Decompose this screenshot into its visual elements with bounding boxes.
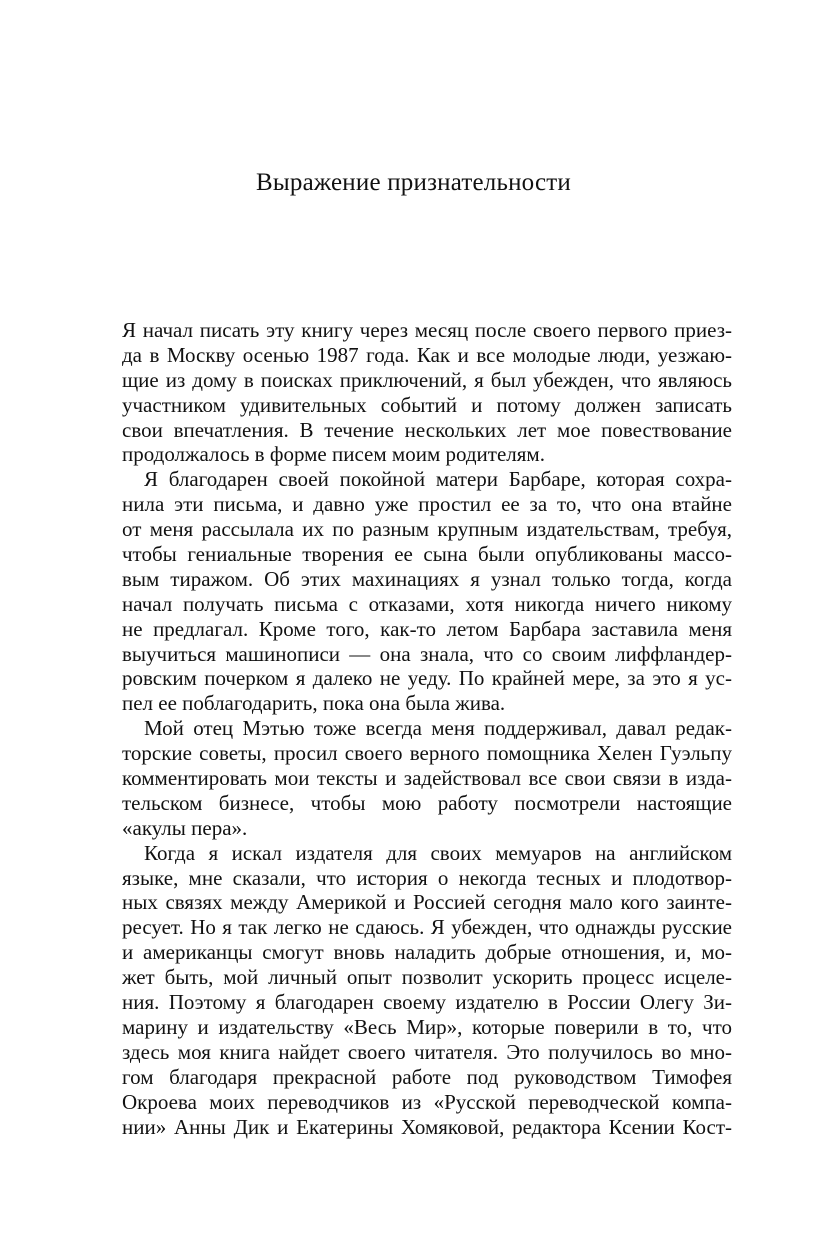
text-line: нила эти письма, и давно уже простил ее за то, что она втайне <box>122 492 732 517</box>
text-line: свои впечатления. В течение нескольких лет мое повествование <box>122 417 732 442</box>
text-line: гом благодаря прекрасной работе под руководством Тимофея <box>122 1064 732 1089</box>
text-line: Когда я искал издателя для своих мемуаров на английском <box>144 840 732 865</box>
text-line: от меня рассылала их по разным крупным издательствам, требуя, <box>122 517 732 542</box>
text-line: да в Москву осенью 1987 года. Как и все молодые люди, уезжаю- <box>122 342 732 367</box>
text-line: ных связях между Америкой и Россией сегодня мало кого заинте- <box>122 890 732 915</box>
text-line: ния. Поэтому я благодарен своему издателю в России Олегу Зи- <box>122 990 732 1015</box>
text-line: здесь моя книга найдет своего читателя. Это получилось во мно- <box>122 1039 732 1064</box>
text-line: и американцы смогут вновь наладить добрые отношения, и, мо- <box>122 940 732 965</box>
text-line: продолжалось в форме писем моим родителям. <box>122 442 545 467</box>
text-line: Я начал писать эту книгу через месяц после своего первого приез- <box>122 318 732 342</box>
text-line: торские советы, просил своего верного помощника Хелен Гуэльпу <box>122 741 732 766</box>
text-line: Окроева моих переводчиков из «Русской переводческой компа- <box>122 1089 732 1114</box>
text-line: вым тиражом. Об этих махинациях я узнал только тогда, когда <box>122 566 732 591</box>
page-title: Выражение признательности <box>256 169 571 196</box>
text-line: комментировать мои тексты и задействовал все свои связи в изда- <box>122 766 732 791</box>
text-line: языке, мне сказали, что история о некогда тесных и плодотвор- <box>122 865 732 890</box>
text-line: пел ее поблагодарить, пока она была жива. <box>122 691 506 716</box>
text-line: ресует. Но я так легко не сдаюсь. Я убежден, что однажды русские <box>122 915 732 940</box>
text-line: выучиться машинописи — она знала, что со своим лиффландер- <box>122 641 732 666</box>
text-line: щие из дому в поисках приключений, я был убежден, что являюсь <box>122 367 732 392</box>
text-line: начал получать письма с отказами, хотя никогда ничего никому <box>122 591 732 616</box>
text-line: Мой отец Мэтью тоже всегда меня поддерживал, давал редак- <box>144 716 732 741</box>
text-line: Я благодарен своей покойной матери Барбаре, которая сохра- <box>144 467 732 492</box>
text-line: участником удивительных событий и потому должен записать <box>122 392 732 417</box>
text-line: марину и издательству «Весь Мир», которые поверили в то, что <box>122 1014 732 1039</box>
body-text <box>122 318 732 1139</box>
text-line: тельском бизнесе, чтобы мою работу посмотрели настоящие <box>122 790 732 815</box>
text-line: ровским почерком я далеко не уеду. По крайней мере, за это я ус- <box>122 666 732 691</box>
text-line: не предлагал. Кроме того, как-то летом Барбара заставила меня <box>122 616 732 641</box>
text-line: чтобы гениальные творения ее сына были опубликованы массо- <box>122 542 732 567</box>
text-line: «акулы пера». <box>122 815 248 840</box>
text-line: жет быть, мой личный опыт позволит ускорить процесс исцеле- <box>122 965 732 990</box>
text-line: нии» Анны Дик и Екатерины Хомяковой, редактора Ксении Кост- <box>122 1114 732 1139</box>
